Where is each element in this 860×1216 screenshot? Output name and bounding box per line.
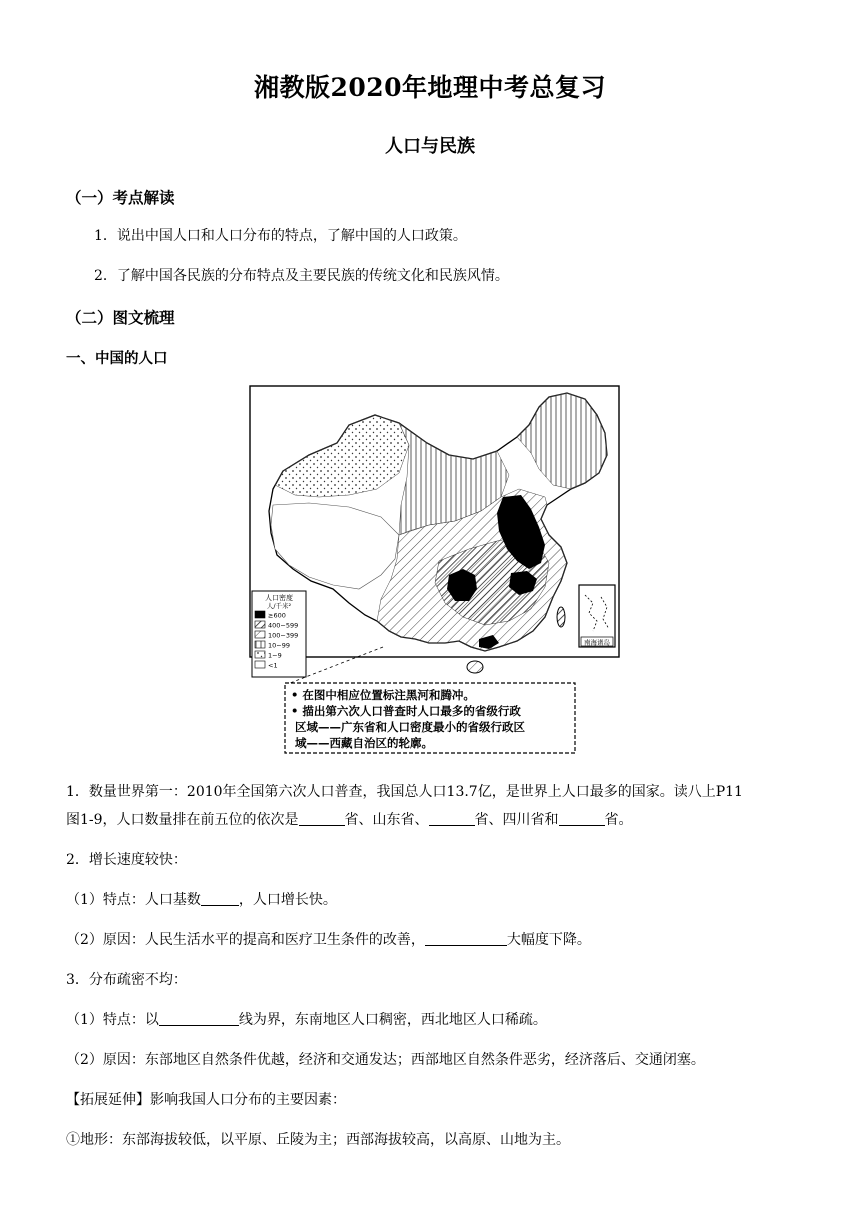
fill-blank-3[interactable] — [559, 811, 605, 826]
paragraph-1-line-1: 1．数量世界第一：2010年全国第六次人口普查，我国总人口13.7亿，是世界上人口最多的国家。读八上P11 — [66, 784, 743, 800]
note-line-1: • 在图中相应位置标注黑河和腾冲。 — [291, 688, 475, 702]
fill-blank-6[interactable] — [159, 1011, 239, 1026]
paragraph-4 — [66, 930, 591, 950]
p3-text-a: （1）特点：人口基数 — [66, 892, 201, 908]
document-title: 湘教版2020年地理中考总复习 — [253, 73, 607, 102]
sub-heading-population: 一、中国的人口 — [66, 350, 168, 367]
p3-text-b: ，人口增长快。 — [238, 892, 337, 908]
legend-title: 人口密度 — [265, 594, 293, 602]
note-line-4: 域——西藏自治区的轮廓。 — [295, 736, 433, 750]
exam-point-1: 1．说出中国人口和人口分布的特点，了解中国的人口政策。 — [94, 228, 467, 244]
exam-point-2: 2．了解中国各民族的分布特点及主要民族的传统文化和民族风情。 — [94, 268, 509, 284]
paragraph-6 — [66, 1010, 547, 1030]
paragraph-2: 2．增长速度较快： — [66, 852, 187, 868]
fill-blank-1[interactable] — [299, 811, 345, 826]
note-line-2: • 描出第六次人口普查时人口最多的省级行政 — [291, 704, 521, 718]
p1-text-a: 图1-9，人口数量排在前五位的依次是 — [66, 812, 299, 828]
legend-item-6: <1 — [268, 661, 278, 670]
p4-text-a: （2）原因：人民生活水平的提高和医疗卫生条件的改善， — [66, 932, 425, 948]
map-legend — [252, 591, 306, 677]
legend-item-4: 10~99 — [268, 641, 290, 650]
map-note-box — [285, 683, 575, 753]
legend-item-3: 100~399 — [268, 631, 299, 640]
p1-text-b: 省、山东省、 — [344, 812, 429, 828]
paragraph-9: ①地形：东部海拔较低，以平原、丘陵为主；西部海拔较高，以高原、山地为主。 — [66, 1132, 570, 1148]
note-line-3: 区域——广东省和人口密度最小的省级行政区 — [295, 720, 525, 734]
paragraph-3 — [66, 890, 337, 910]
p6-text-a: （1）特点：以 — [66, 1012, 159, 1028]
paragraph-5: 3．分布疏密不均： — [66, 972, 187, 988]
paragraph-8: 【拓展延伸】影响我国人口分布的主要因素： — [66, 1092, 346, 1108]
section-heading-exam-points: （一）考点解读 — [66, 188, 175, 207]
fill-blank-2[interactable] — [429, 811, 475, 826]
p1-text-d: 省。 — [604, 812, 633, 828]
south-china-sea-inset — [579, 585, 615, 647]
p6-text-b: 线为界，东南地区人口稠密，西北地区人口稀疏。 — [238, 1012, 547, 1028]
paragraph-7: （2）原因：东部地区自然条件优越，经济和交通发达；西部地区自然条件恶劣，经济落后、交通闭塞。 — [66, 1052, 705, 1068]
inset-label: 南海诸岛 — [584, 638, 610, 647]
island-taiwan — [557, 607, 565, 627]
legend-item-5: 1~9 — [268, 651, 282, 660]
section-heading-figure-review: （二）图文梳理 — [66, 308, 175, 327]
island-hainan — [467, 661, 483, 673]
legend-item-1: ≥600 — [268, 611, 286, 620]
legend-item-2: 400~599 — [268, 621, 299, 630]
population-density-map-figure — [249, 385, 620, 757]
paragraph-1-line-2 — [66, 810, 633, 830]
fill-blank-4[interactable] — [201, 891, 239, 906]
document-subtitle: 人口与民族 — [385, 136, 475, 157]
p1-text-c: 省、四川省和 — [474, 812, 559, 828]
fill-blank-5[interactable] — [425, 931, 507, 946]
p4-text-b: 大幅度下降。 — [506, 932, 591, 948]
legend-unit: 人/千米² — [266, 602, 292, 610]
population-density-map — [249, 385, 620, 757]
